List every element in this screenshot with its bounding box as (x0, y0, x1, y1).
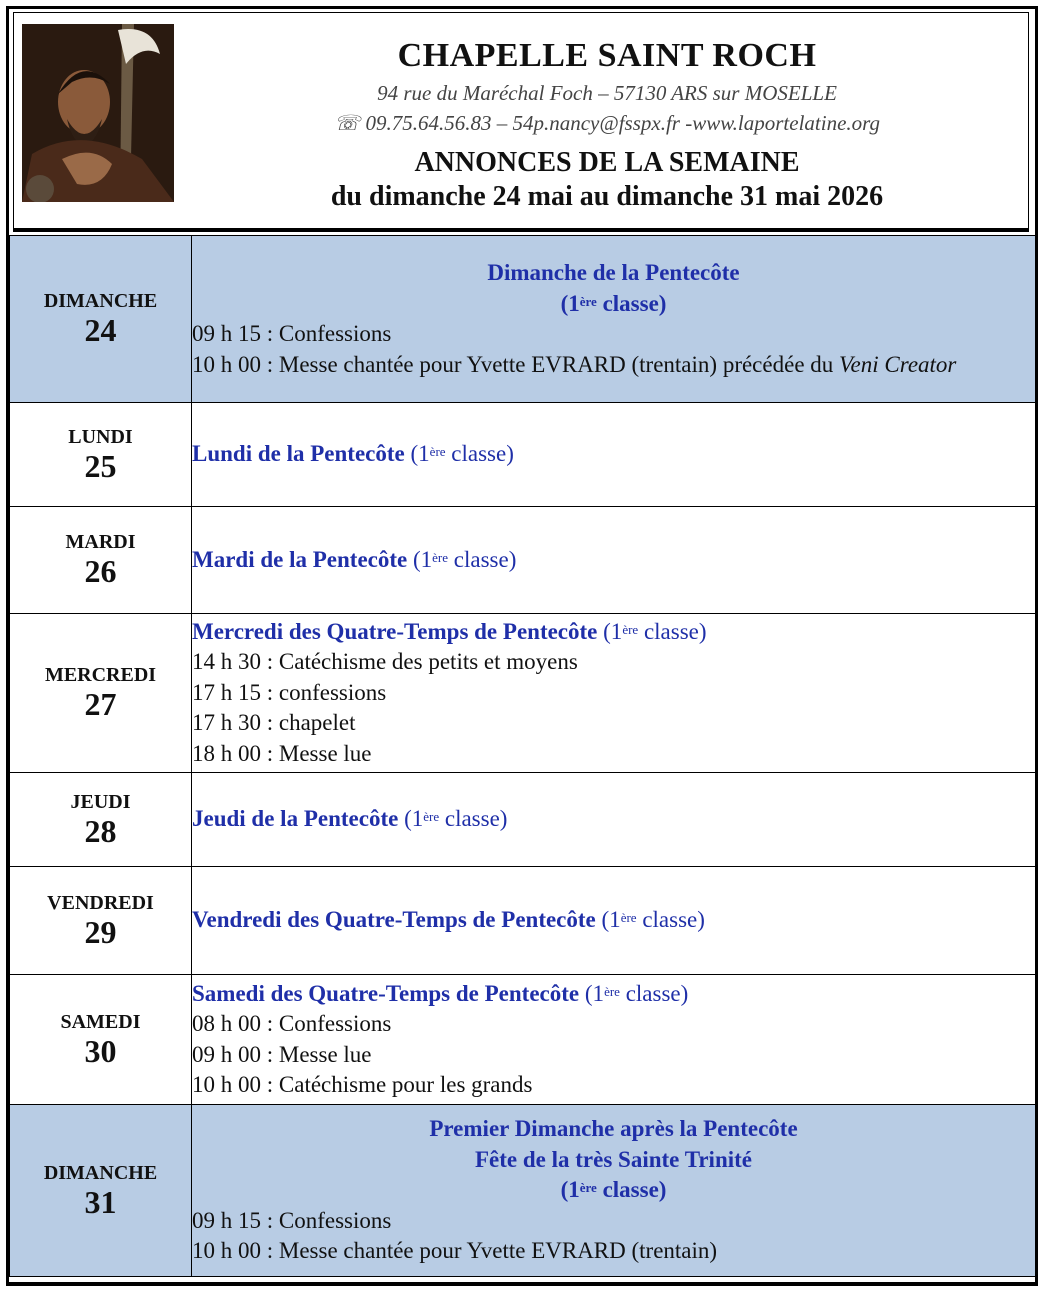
feast-line: Jeudi de la Pentecôte (1ère classe) (192, 806, 508, 832)
feast-title: Dimanche de la Pentecôte (487, 260, 740, 285)
day-name: LUNDI (68, 425, 133, 448)
saint-roch-portrait-icon (22, 24, 174, 202)
day-cell (10, 1105, 192, 1277)
event-line: 10 h 00 : Messe chantée pour Yvette EVRARD (trentain) précédée du Veni Creator (192, 351, 957, 377)
feast-line: Mardi de la Pentecôte (1ère classe) (192, 546, 517, 572)
day-content (192, 403, 1036, 507)
day-cell (10, 236, 192, 403)
announcements-title: ANNONCES DE LA SEMAINE (414, 147, 800, 178)
day-number: 25 (84, 447, 117, 484)
event-line: 09 h 00 : Messe lue (192, 1041, 372, 1067)
day-cell (10, 614, 192, 773)
contact-info: ☏ 09.75.64.56.83 – 54p.nancy@fsspx.fr -www.laportelatine.org (333, 111, 881, 135)
announcement-sheet (6, 6, 1038, 1286)
schedule-row-sunday-31 (10, 1105, 1036, 1277)
event-line: 10 h 00 : Catéchisme pour les grands (192, 1072, 533, 1097)
day-content (192, 236, 1036, 403)
day-content (192, 867, 1036, 975)
day-name: DIMANCHE (43, 290, 158, 312)
event-line: 09 h 15 : Confessions (192, 321, 392, 346)
day-name: MERCREDI (44, 664, 157, 686)
event-line: 17 h 15 : confessions (192, 679, 387, 705)
day-cell (10, 975, 192, 1105)
schedule-row-sunday-24 (10, 236, 1036, 403)
event-line: 09 h 15 : Confessions (192, 1207, 392, 1233)
day-content (192, 507, 1036, 614)
day-number: 27 (84, 686, 117, 722)
schedule-row-friday-29 (10, 867, 1036, 975)
day-cell (10, 403, 192, 507)
day-number: 30 (84, 1032, 117, 1069)
address: 94 rue du Maréchal Foch – 57130 ARS sur MOSELLE (377, 81, 837, 105)
header-box (13, 12, 1029, 232)
day-name: SAMEDI (60, 1010, 141, 1033)
schedule-row-thursday-28 (10, 773, 1036, 867)
day-content (192, 773, 1036, 867)
feast-subtitle: Fête de la très Sainte Trinité (475, 1146, 752, 1172)
day-number: 26 (84, 553, 117, 589)
day-name: DIMANCHE (43, 1161, 158, 1184)
day-content (192, 614, 1036, 773)
event-line: 08 h 00 : Confessions (192, 1011, 392, 1036)
schedule-row-tuesday-26 (10, 507, 1036, 614)
feast-line: Samedi des Quatre-Temps de Pentecôte (1ère classe) (192, 980, 689, 1006)
day-cell (10, 773, 192, 867)
header (9, 9, 1035, 236)
feast-class: (1ère classe) (560, 1177, 667, 1203)
schedule-row-saturday-30 (10, 975, 1036, 1105)
feast-class: (1ère classe) (560, 290, 667, 316)
day-name: MARDI (65, 531, 136, 553)
feast-line: Vendredi des Quatre-Temps de Pentecôte (1ère classe) (192, 907, 705, 933)
event-line: 17 h 30 : chapelet (192, 710, 356, 736)
day-number: 28 (84, 812, 117, 849)
day-cell (10, 867, 192, 975)
day-name: JEUDI (70, 790, 131, 813)
event-line: 10 h 00 : Messe chantée pour Yvette EVRARD (trentain) (192, 1238, 718, 1264)
day-cell (10, 507, 192, 614)
date-range: du dimanche 24 mai au dimanche 31 mai 2026 (330, 181, 884, 212)
week-schedule (9, 235, 1036, 1277)
day-number: 24 (84, 312, 117, 348)
event-line: 14 h 30 : Catéchisme des petits et moyens (192, 649, 578, 675)
schedule-row-wednesday-27 (10, 614, 1036, 773)
day-number: 31 (84, 1183, 117, 1220)
event-line: 18 h 00 : Messe lue (192, 740, 372, 766)
feast-title: Premier Dimanche après la Pentecôte (429, 1116, 798, 1142)
day-number: 29 (84, 913, 117, 950)
day-content (192, 975, 1036, 1105)
chapel-name: CHAPELLE SAINT ROCH (397, 37, 817, 74)
feast-line: Mercredi des Quatre-Temps de Pentecôte (1ère classe) (192, 618, 707, 644)
day-name: VENDREDI (47, 891, 154, 914)
feast-line: Lundi de la Pentecôte (1ère classe) (192, 441, 514, 467)
day-content (192, 1105, 1036, 1277)
schedule-row-monday-25 (10, 403, 1036, 507)
